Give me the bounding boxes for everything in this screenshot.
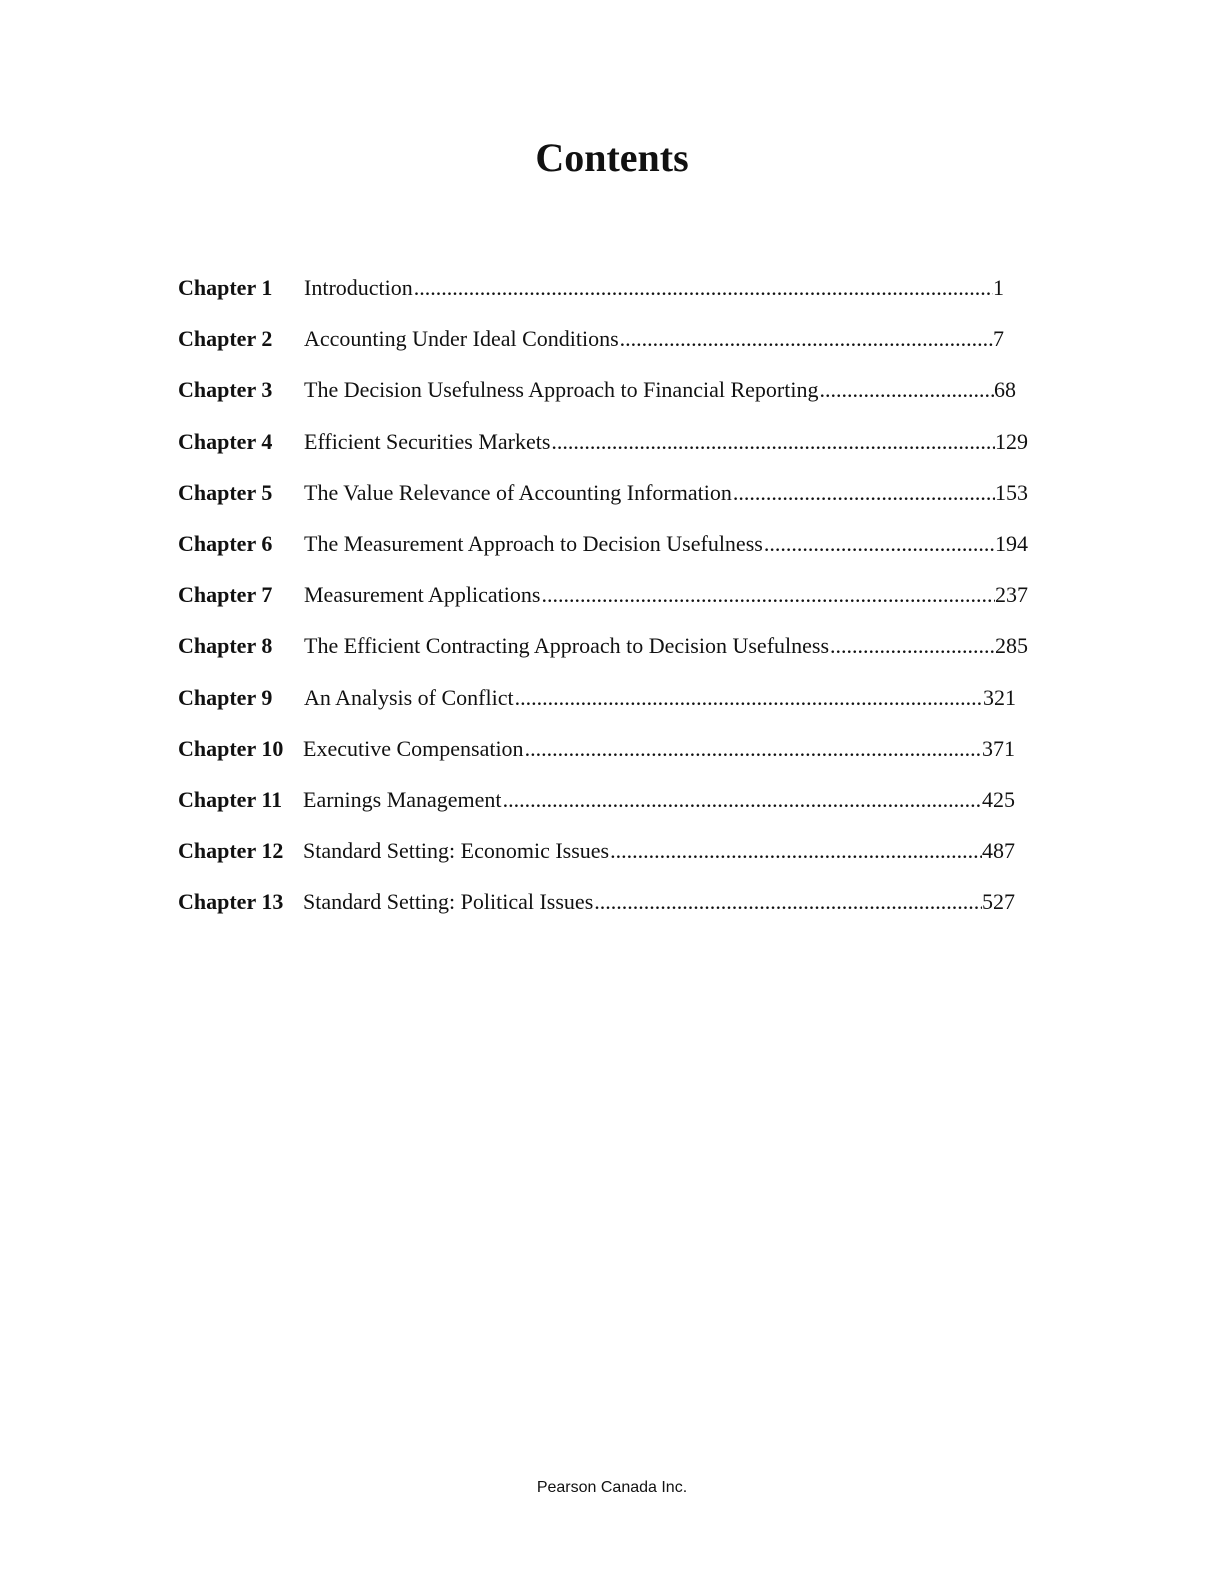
toc-leader-dots bbox=[732, 473, 995, 513]
toc-chapter-number: Chapter 9 bbox=[178, 684, 273, 710]
toc-entry bbox=[303, 729, 1015, 769]
toc-leader-dots bbox=[540, 575, 995, 615]
toc-chapter-title: Earnings Management bbox=[303, 786, 502, 812]
table-of-contents bbox=[178, 268, 1038, 933]
toc-chapter-number: Chapter 13 bbox=[178, 889, 284, 915]
toc-leader-dots bbox=[413, 268, 993, 308]
toc-row-chapter-4[interactable] bbox=[178, 422, 1038, 473]
toc-chapter-number: Chapter 11 bbox=[178, 786, 283, 812]
toc-leader-dots bbox=[593, 882, 982, 922]
toc-leader-dots bbox=[609, 831, 982, 871]
toc-chapter-title: An Analysis of Conflict bbox=[304, 684, 514, 710]
toc-row-chapter-3[interactable] bbox=[178, 370, 1038, 421]
toc-row-chapter-7[interactable] bbox=[178, 575, 1038, 626]
toc-entry bbox=[303, 882, 1015, 922]
toc-chapter-title: The Value Relevance of Accounting Information bbox=[304, 479, 732, 505]
toc-leader-dots bbox=[550, 422, 995, 462]
toc-entry bbox=[304, 575, 1028, 615]
toc-row-chapter-8[interactable] bbox=[178, 626, 1038, 677]
toc-chapter-title: Measurement Applications bbox=[304, 582, 541, 608]
toc-entry bbox=[304, 678, 1016, 718]
toc-page-number: 527 bbox=[982, 889, 1015, 915]
toc-page-number: 371 bbox=[982, 735, 1015, 761]
toc-chapter-title: Efficient Securities Markets bbox=[304, 428, 551, 454]
toc-entry bbox=[304, 319, 1004, 359]
toc-page-number: 129 bbox=[995, 428, 1028, 454]
toc-row-chapter-9[interactable] bbox=[178, 678, 1038, 729]
toc-entry bbox=[304, 422, 1028, 462]
toc-page-number: 7 bbox=[993, 326, 1004, 352]
toc-page-number: 285 bbox=[995, 633, 1028, 659]
page-title: Contents bbox=[535, 135, 689, 180]
toc-chapter-number: Chapter 6 bbox=[178, 530, 273, 556]
toc-chapter-number: Chapter 10 bbox=[178, 735, 284, 761]
toc-entry bbox=[304, 473, 1028, 513]
toc-row-chapter-2[interactable] bbox=[178, 319, 1038, 370]
toc-page-number: 487 bbox=[982, 838, 1015, 864]
toc-entry bbox=[304, 268, 1004, 308]
toc-row-chapter-11[interactable] bbox=[178, 780, 1038, 831]
toc-leader-dots bbox=[818, 370, 994, 410]
toc-page-number: 1 bbox=[993, 275, 1004, 300]
toc-leader-dots bbox=[619, 319, 993, 359]
toc-chapter-title: Standard Setting: Economic Issues bbox=[303, 838, 610, 864]
toc-page-number: 153 bbox=[995, 479, 1028, 505]
toc-row-chapter-12[interactable] bbox=[178, 831, 1038, 882]
toc-leader-dots bbox=[514, 678, 983, 718]
toc-chapter-number: Chapter 4 bbox=[178, 428, 273, 454]
toc-row-chapter-6[interactable] bbox=[178, 524, 1038, 575]
toc-chapter-number: Chapter 2 bbox=[178, 326, 273, 352]
publisher-footer: Pearson Canada Inc. bbox=[536, 1479, 688, 1496]
toc-chapter-number: Chapter 3 bbox=[178, 377, 273, 403]
toc-chapter-number: Chapter 8 bbox=[178, 633, 273, 659]
toc-row-chapter-5[interactable] bbox=[178, 473, 1038, 524]
toc-page-number: 237 bbox=[995, 582, 1028, 608]
toc-entry bbox=[304, 370, 1016, 410]
toc-chapter-title: Accounting Under Ideal Conditions bbox=[304, 326, 619, 352]
toc-chapter-title: Standard Setting: Political Issues bbox=[303, 889, 594, 915]
toc-chapter-title: Introduction bbox=[304, 275, 413, 300]
toc-chapter-number: Chapter 5 bbox=[178, 479, 273, 505]
toc-row-chapter-1[interactable] bbox=[178, 268, 1038, 319]
toc-leader-dots bbox=[763, 524, 995, 564]
toc-entry bbox=[303, 780, 1015, 820]
toc-row-chapter-13[interactable] bbox=[178, 882, 1038, 933]
toc-chapter-title: Executive Compensation bbox=[303, 735, 524, 761]
toc-leader-dots bbox=[829, 626, 995, 666]
toc-chapter-number: Chapter 12 bbox=[178, 838, 284, 864]
toc-chapter-title: The Measurement Approach to Decision Usefulness bbox=[304, 530, 763, 556]
toc-row-chapter-10[interactable] bbox=[178, 729, 1038, 780]
toc-entry bbox=[304, 626, 1028, 666]
toc-page-number: 194 bbox=[995, 530, 1028, 556]
toc-page-number: 68 bbox=[994, 377, 1016, 403]
toc-entry bbox=[303, 831, 1015, 871]
toc-chapter-title: The Decision Usefulness Approach to Financial Reporting bbox=[304, 377, 819, 403]
toc-chapter-number: Chapter 1 bbox=[178, 275, 273, 300]
toc-leader-dots bbox=[502, 780, 982, 820]
toc-page-number: 321 bbox=[983, 684, 1016, 710]
toc-page-number: 425 bbox=[982, 786, 1015, 812]
toc-entry bbox=[304, 524, 1028, 564]
toc-chapter-title: The Efficient Contracting Approach to Decision Usefulness bbox=[304, 633, 830, 659]
toc-leader-dots bbox=[524, 729, 982, 769]
toc-chapter-number: Chapter 7 bbox=[178, 582, 273, 608]
